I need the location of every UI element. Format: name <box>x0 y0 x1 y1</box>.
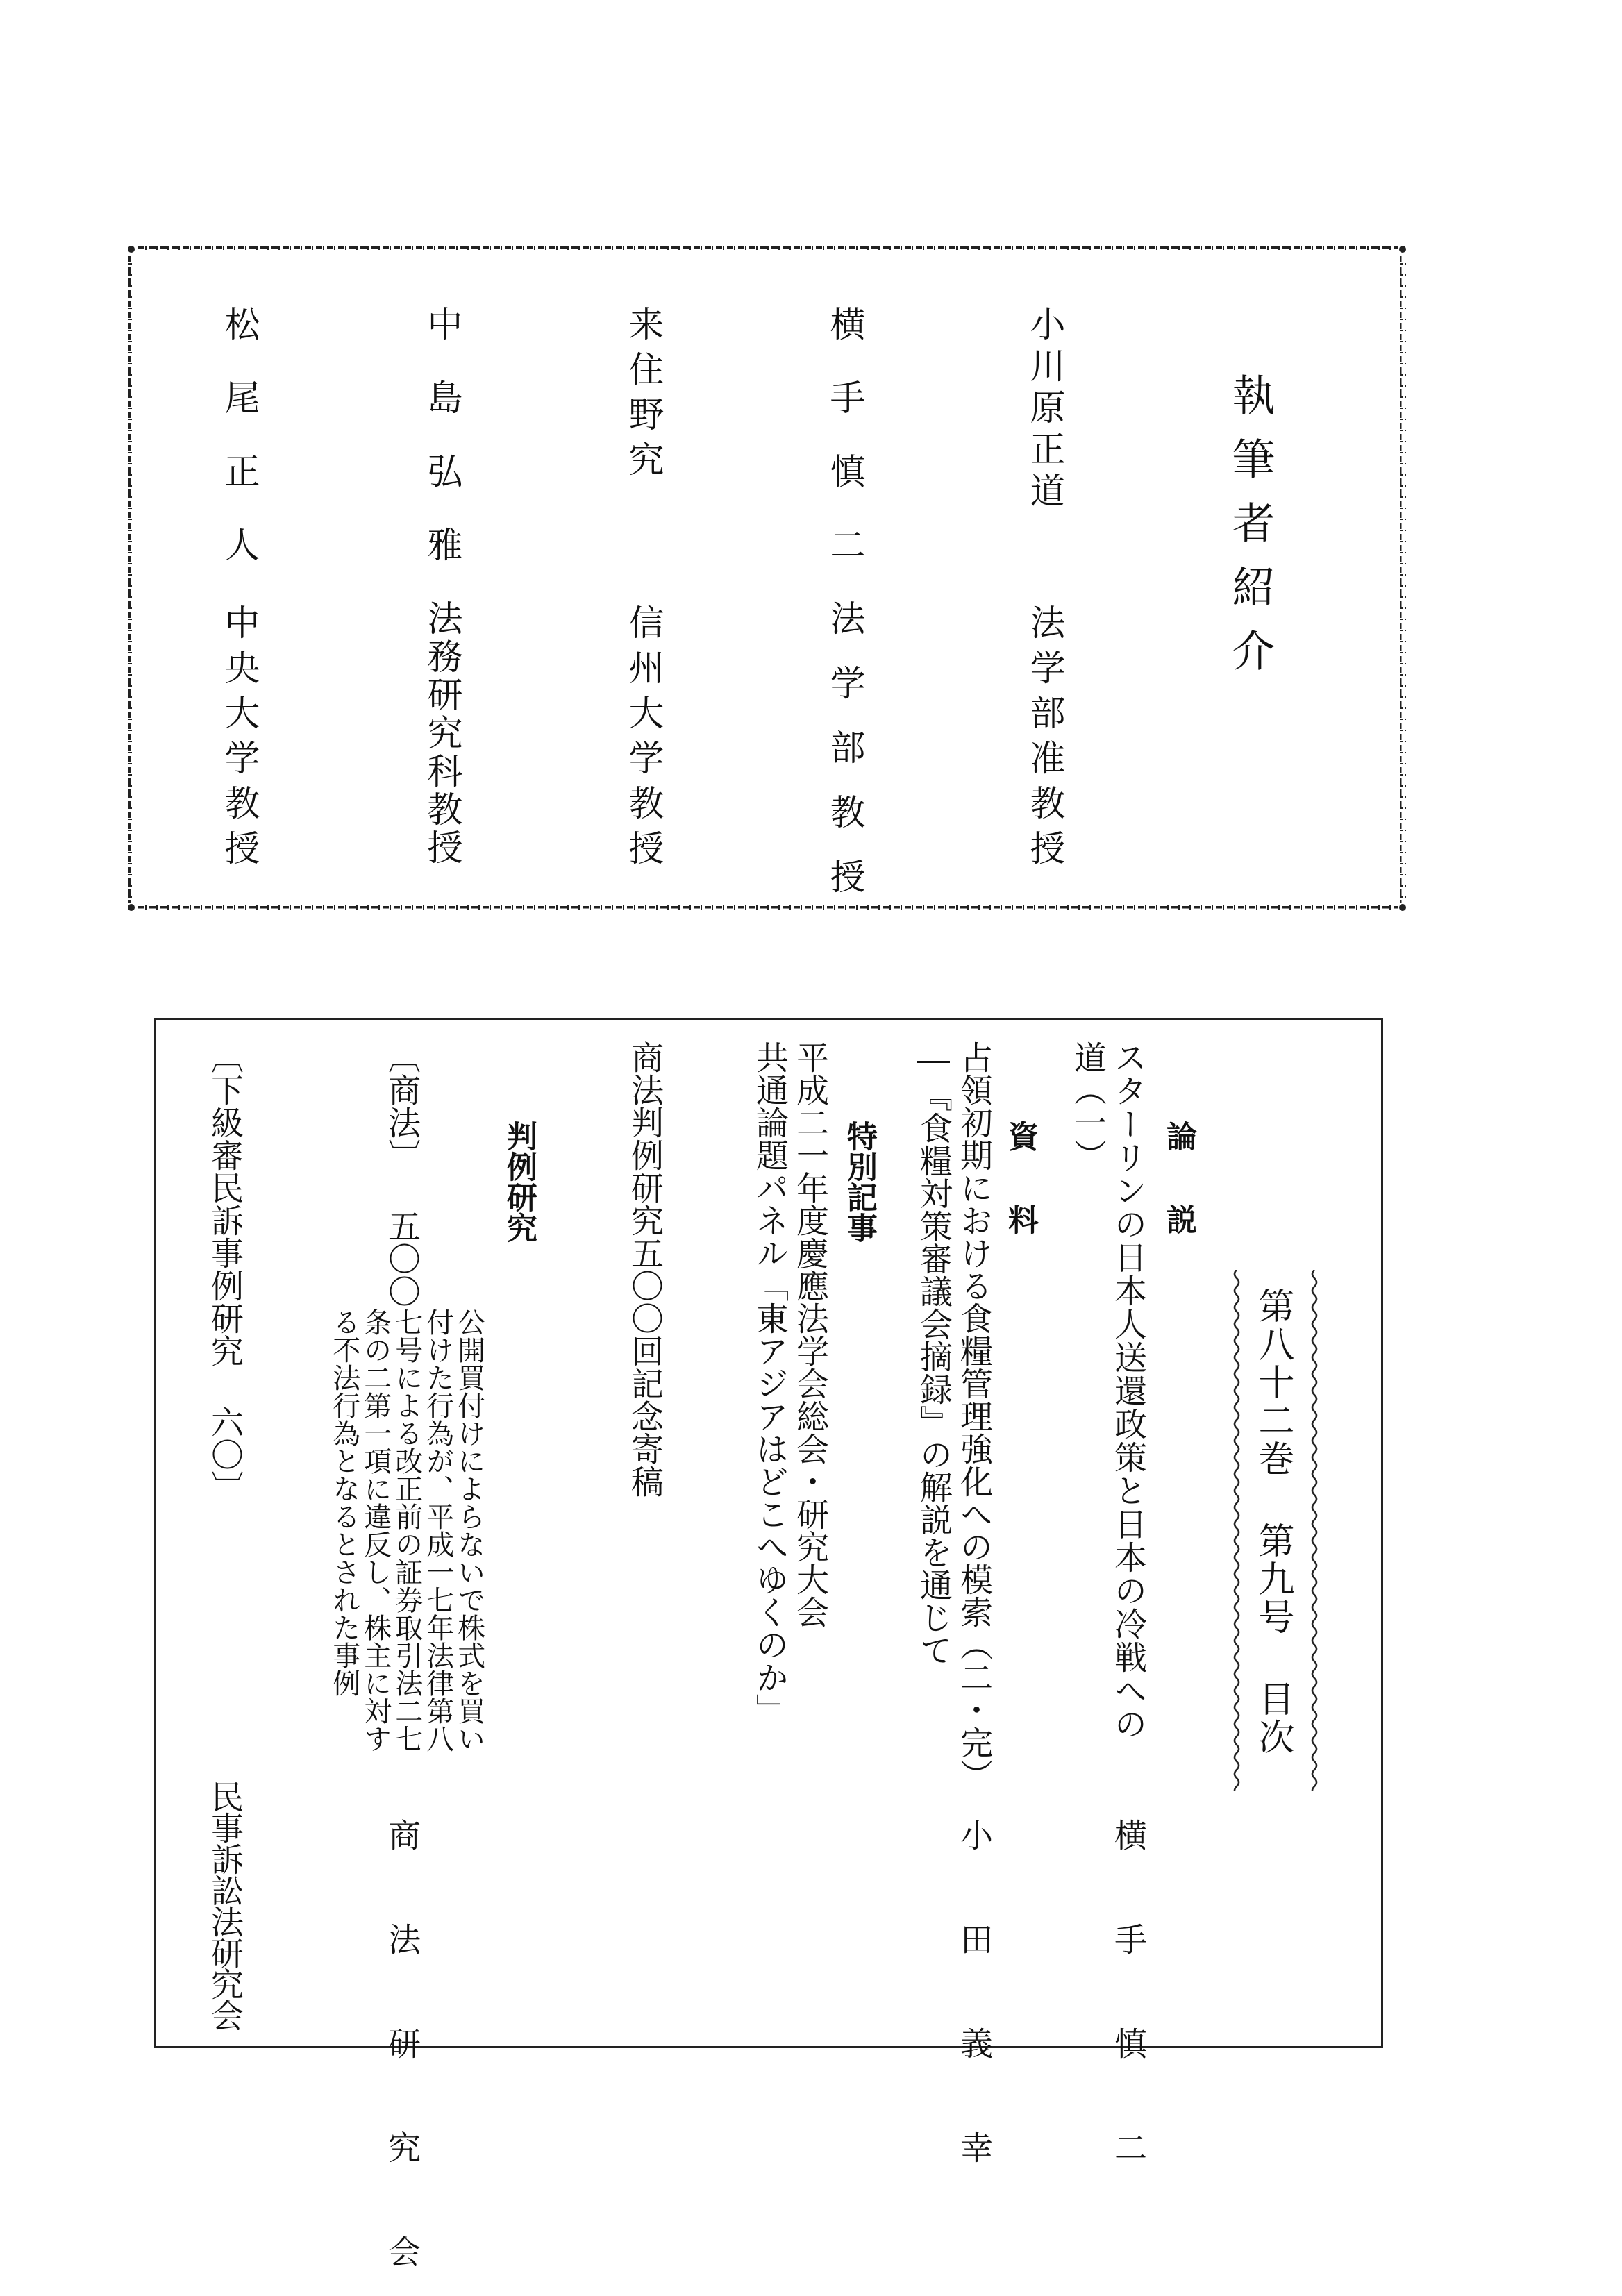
toc-title: 第八十二巻 第九号 目次 <box>1252 1287 1294 1757</box>
contributor-name: 小川原正道 <box>1023 305 1064 514</box>
section-heading-tokubetsu: 特別記事 <box>842 1121 877 1243</box>
toc-case-description: 公開買付けによらないで株式を買い <box>453 1308 485 1752</box>
toc-entry-title: 平成二一年度慶應法学会総会・研究大会 <box>791 1041 829 1628</box>
toc-entry-author: 民事訴訟法研究会 <box>206 1780 244 2030</box>
section-heading-shiryo: 資 料 <box>1003 1121 1038 1246</box>
wavy-rule <box>1310 1270 1319 1791</box>
contributor-name: 中島弘雅 <box>421 305 462 600</box>
contributors-box <box>126 244 1407 923</box>
toc-case-label: 〔商法〕 五〇〇 <box>383 1041 421 1307</box>
section-heading-hanrei: 判例研究 <box>501 1121 537 1243</box>
contributor-affiliation: 法学部准教授 <box>1023 604 1064 875</box>
toc-entry-author: 横 手 慎 二 <box>1109 1818 1147 2180</box>
toc-entry-title: 共通論題パネル「東アジアはどこへゆくのか」 <box>751 1041 789 1726</box>
toc-entry-subtitle: ―『食糧対策審議会摘録』の解説を通じて <box>914 1041 953 1666</box>
table-of-contents <box>154 1018 1383 2284</box>
toc-entry-author: 小 田 義 幸 <box>955 1818 993 2180</box>
contributor-name: 横手慎二 <box>823 305 864 600</box>
toc-entry-title: スターリンの日本人送還政策と日本の冷戦への <box>1109 1041 1147 1741</box>
toc-case-description: 条の二第一項に違反し、株主に対す <box>359 1308 392 1752</box>
contributor-name: 松尾正人 <box>218 305 259 600</box>
toc-entry-title: 道（一） <box>1069 1041 1107 1171</box>
toc-case-description: る不法行為となるとされた事例 <box>328 1308 360 1697</box>
contributor-name: 来住野究 <box>622 305 663 486</box>
toc-case-description: 付けた行為が、平成一七年法律第八 <box>421 1308 454 1752</box>
wavy-rule <box>1232 1270 1241 1791</box>
contributor-affiliation: 法学部教授 <box>823 600 864 923</box>
decorative-border <box>126 244 1407 912</box>
contributor-affiliation: 法務研究科教授 <box>421 600 462 867</box>
toc-case-description: 七号による改正前の証券取引法二七 <box>390 1308 423 1752</box>
toc-entry-title: 商法判例研究五〇〇回記念寄稿 <box>626 1041 664 1498</box>
toc-entry-author: 商 法 研 究 会 <box>383 1818 421 2284</box>
section-heading-ronsetsu: 論 説 <box>1161 1121 1196 1246</box>
contributor-affiliation: 信州大学教授 <box>622 604 663 875</box>
contributor-affiliation: 中央大学教授 <box>218 604 259 875</box>
toc-entry-title: 占領初期における食糧管理強化への模索（二・完） <box>955 1041 993 1791</box>
toc-case-label: 〔下級審民訴事例研究 六〇〕 <box>206 1041 244 1503</box>
contributors-heading: 執筆者紹介 <box>1225 373 1276 692</box>
